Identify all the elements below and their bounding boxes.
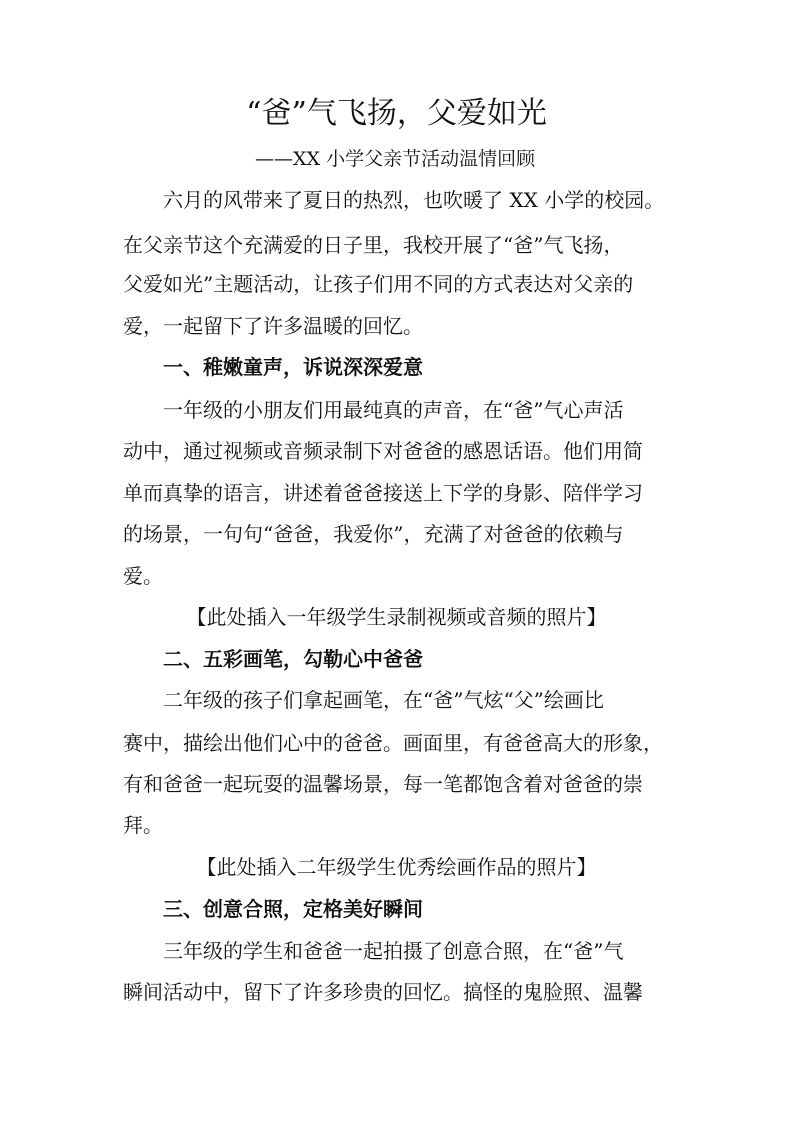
paragraph-line: 二年级的孩子们拿起画笔，在“爸”气炫“父”绘画比 <box>163 688 604 712</box>
paragraph-line: 赛中，描绘出他们心中的爸爸。画面里，有爸爸高大的形象， <box>123 731 663 755</box>
paragraph-line: 瞬间活动中，留下了许多珍贵的回忆。搞怪的鬼脸照、温馨 <box>123 980 643 1004</box>
paragraph-line: 三年级的学生和爸爸一起拍摄了创意合照，在“爸”气 <box>163 939 624 963</box>
section-heading: 三、创意合照，定格美好瞬间 <box>163 897 423 921</box>
document-subtitle: ——XX 小学父亲节活动温情回顾 <box>255 148 536 170</box>
paragraph-line: 单而真挚的语言，讲述着爸爸接送上下学的身影、陪伴学习 <box>123 481 643 505</box>
section-heading: 二、五彩画笔，勾勒心中爸爸 <box>163 647 423 671</box>
image-placeholder-note: 【此处插入二年级学生优秀绘画作品的照片】 <box>196 855 597 879</box>
intro-line: 爱，一起留下了许多温暖的回忆。 <box>123 314 423 338</box>
paragraph-line: 拜。 <box>123 813 163 837</box>
image-placeholder-note: 【此处插入一年级学生录制视频或音频的照片】 <box>186 605 607 629</box>
document-title: “爸”气飞扬，父爱如光 <box>246 96 547 131</box>
section-heading: 一、稚嫩童声，诉说深深爱意 <box>163 355 423 379</box>
intro-line: 在父亲节这个充满爱的日子里，我校开展了“爸”气飞扬， <box>123 233 624 257</box>
intro-line: 六月的风带来了夏日的热烈，也吹暖了 XX 小学的校园。 <box>163 188 665 212</box>
intro-line: 父爱如光”主题活动，让孩子们用不同的方式表达对父亲的 <box>123 272 634 296</box>
paragraph-line: 有和爸爸一起玩耍的温馨场景，每一笔都饱含着对爸爸的崇 <box>123 772 643 796</box>
paragraph-line: 的场景，一句句“爸爸，我爱你”，充满了对爸爸的依赖与 <box>123 522 624 546</box>
paragraph-line: 爱。 <box>123 564 163 588</box>
paragraph-line: 一年级的小朋友们用最纯真的声音，在“爸”气心声活 <box>163 398 624 422</box>
paragraph-line: 动中，通过视频或音频录制下对爸爸的感恩话语。他们用简 <box>123 439 643 463</box>
